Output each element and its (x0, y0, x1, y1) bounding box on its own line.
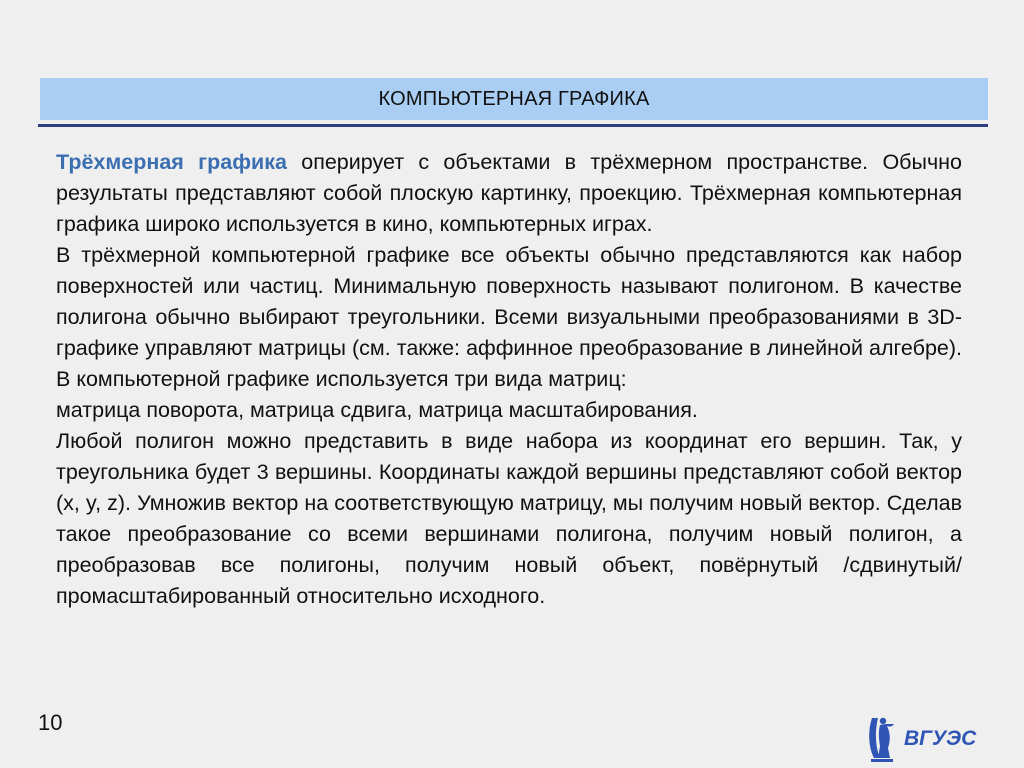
paragraph-1 (56, 147, 962, 240)
page-number: 10 (38, 710, 63, 735)
paragraph-2: В трёхмерной компьютерной графике все объекты обычно представляются как набор поверхностей или частиц. Минимальную поверхность называют полигоном. В качестве полигона обычно выбирают треугольники. Всеми визуальными преобразованиями в 3D-графике управляют матрицы (см. также: аффинное преобразование в линейной алгебре). В компьютерной графике используется три вида матриц: (56, 243, 962, 391)
header-band (40, 78, 988, 120)
statue-emblem-icon (869, 718, 894, 762)
slide-title: КОМПЬЮТЕРНАЯ ГРАФИКА (378, 87, 650, 110)
logo-text: ВГУЭС (904, 727, 977, 750)
header-divider (38, 124, 988, 127)
paragraph-1-text: оперирует с объектами в трёхмерном пространстве. Обычно результаты представляют собой плоскую картинку, проекцию. Трёхмерная компьютерная графика широко используется в кино, компьютерных играх. (56, 150, 962, 236)
paragraph-3: матрица поворота, матрица сдвига, матрица масштабирования. (56, 398, 698, 422)
paragraph-4: Любой полигон можно представить в виде набора из координат его вершин. Так, у треугольника будет 3 вершины. Координаты каждой вершины представляют собой вектор (x, y, z). Умножив вектор на соответствующую матрицу, мы получим новый вектор. Сделав такое преобразование со всеми вершинами полигона, получим новый полигон, а преобразовав все полигоны, получим новый объект, повёрнутый /сдвинутый/ промасштабированный относительно исходного. (56, 429, 962, 608)
slide-body (56, 147, 962, 612)
university-logo (866, 712, 990, 762)
term-highlight: Трёхмерная графика (56, 150, 287, 174)
